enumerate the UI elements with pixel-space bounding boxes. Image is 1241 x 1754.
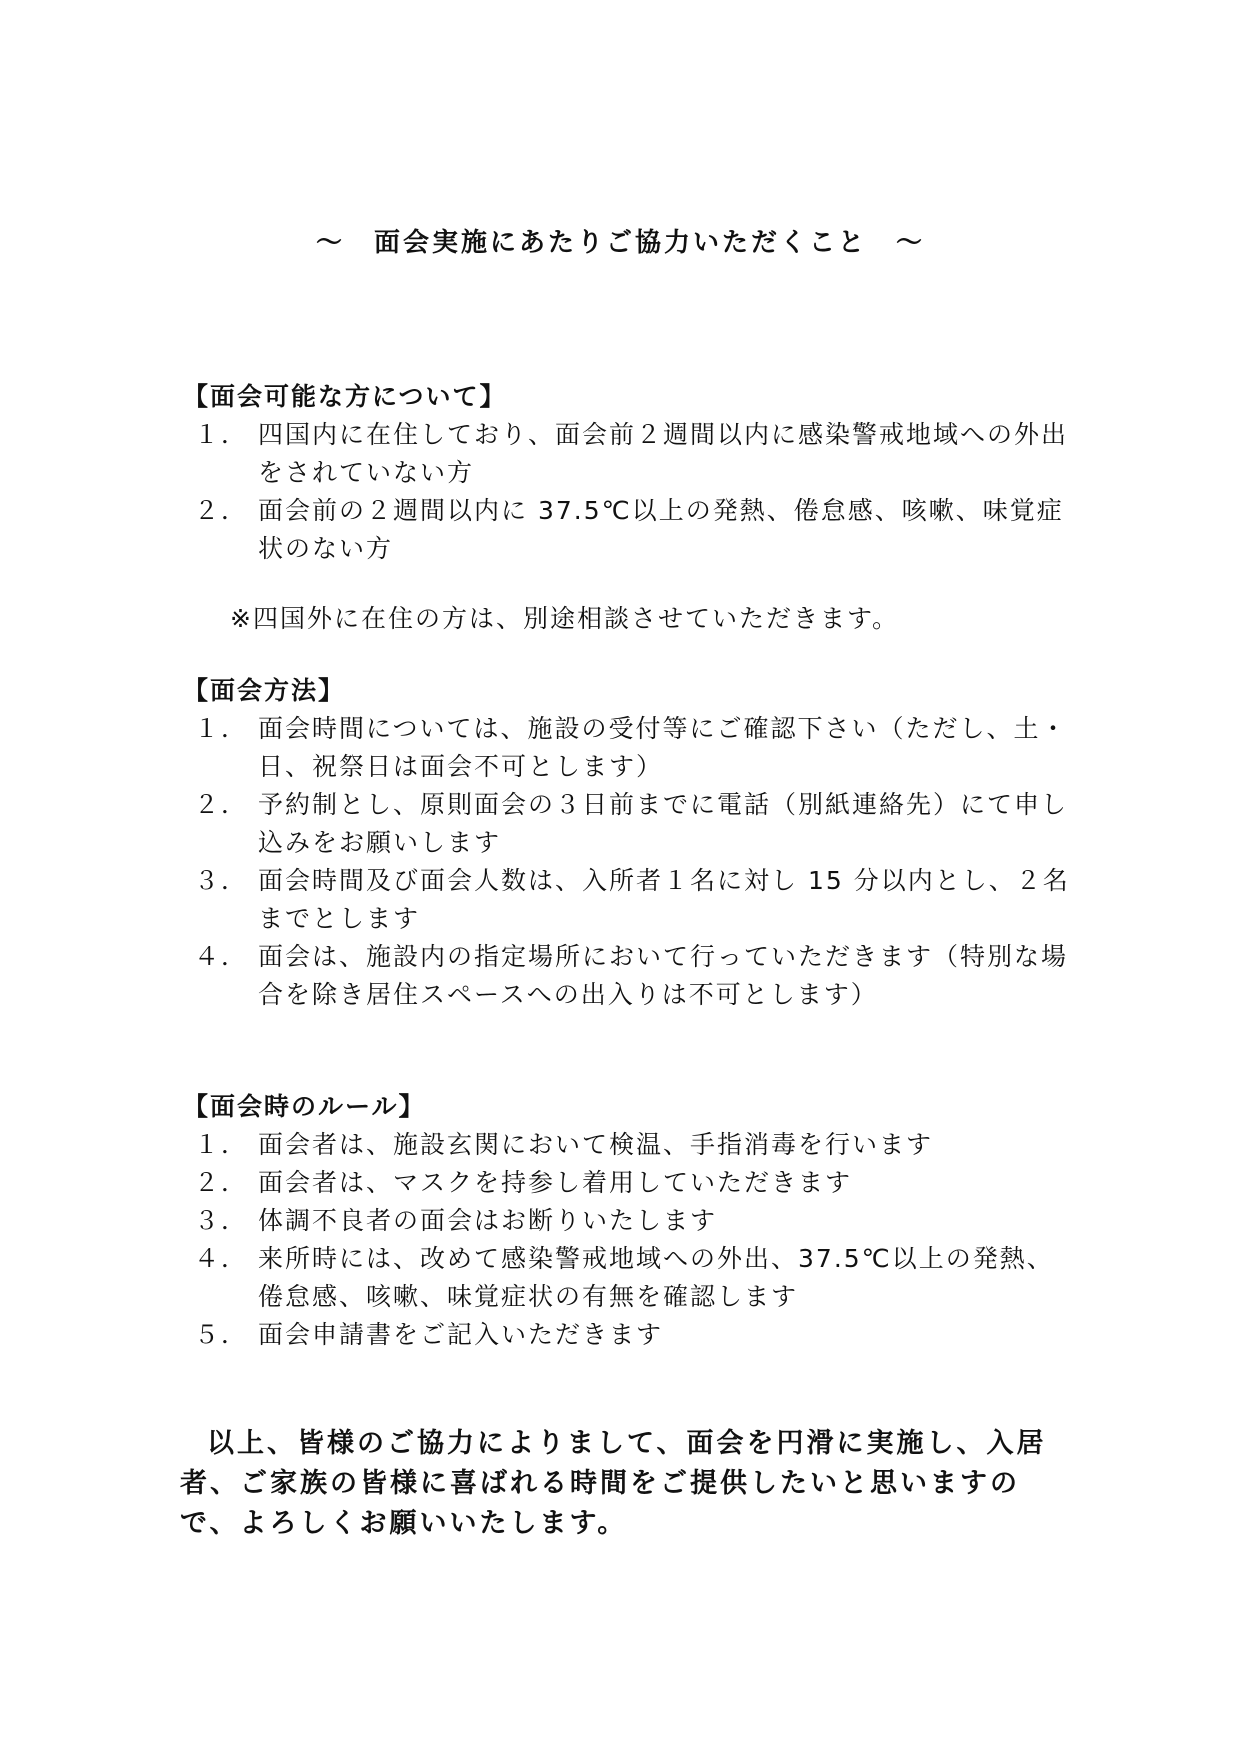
section-heading-method: 【面会方法】 [183, 676, 346, 705]
item-number: ２． [193, 496, 248, 525]
note-outside-shikoku: ※四国外に在住の方は、別途相談させていただきます。 [230, 604, 899, 633]
item-text: 面会前の２週間以内に 37.5℃以上の発熱、倦怠感、咳嗽、味覚症状のない方 [258, 496, 1064, 563]
item-number: ４． [193, 1244, 248, 1273]
section-visit-rules [183, 1088, 1073, 1354]
item-number: ４． [193, 942, 248, 971]
section-eligible-visitors [183, 378, 1073, 568]
item-number: ２． [193, 1168, 248, 1197]
section-heading-rules: 【面会時のルール】 [183, 1092, 426, 1121]
document-title: ～ 面会実施にあたりご協力いただくこと ～ [315, 228, 925, 258]
list-item [183, 710, 1073, 786]
item-number: ３． [193, 866, 248, 895]
closing-message: 以上、皆様のご協力によりまして、面会を円滑に実施し、入居者、ご家族の皆様に喜ばれる時間をご提供したいと思いますので、よろしくお願いいたします。 [180, 1428, 1047, 1539]
item-number: ５． [193, 1320, 248, 1349]
list-item [183, 1202, 1073, 1240]
item-number: １． [193, 714, 248, 743]
list-item [183, 862, 1073, 938]
item-text: 来所時には、改めて感染警戒地域への外出、37.5℃以上の発熱、倦怠感、咳嗽、味覚症状の有無を確認します [258, 1244, 1054, 1311]
item-number: ２． [193, 790, 248, 819]
item-number: ３． [193, 1206, 248, 1235]
item-text: 面会者は、マスクを持参し着用していただきます [258, 1168, 853, 1197]
list-item [183, 416, 1073, 492]
item-text: 予約制とし、原則面会の３日前までに電話（別紙連絡先）にて申し込みをお願いします [258, 790, 1069, 857]
item-text: 四国内に在住しており、面会前２週間以内に感染警戒地域への外出をされていない方 [258, 420, 1069, 487]
item-text: 面会は、施設内の指定場所において行っていただきます（特別な場合を除き居住スペースへの出入りは不可とします） [258, 942, 1069, 1009]
item-text: 体調不良者の面会はお断りいたします [258, 1206, 718, 1235]
list-item [183, 938, 1073, 1014]
item-text: 面会時間については、施設の受付等にご確認下さい（ただし、土・日、祝祭日は面会不可とします） [258, 714, 1068, 781]
list-item [183, 1126, 1073, 1164]
item-text: 面会者は、施設玄関において検温、手指消毒を行います [258, 1130, 934, 1159]
list-item [183, 1164, 1073, 1202]
item-number: １． [193, 420, 248, 449]
list-item [183, 786, 1073, 862]
item-text: 面会申請書をご記入いただきます [258, 1320, 664, 1349]
item-text: 面会時間及び面会人数は、入所者１名に対し 15 分以内とし、２名までとします [258, 866, 1070, 933]
list-item [183, 492, 1073, 568]
item-number: １． [193, 1130, 248, 1159]
section-visit-method [183, 672, 1073, 1014]
section-heading-eligible: 【面会可能な方について】 [183, 382, 507, 411]
list-item [183, 1240, 1073, 1316]
list-item [183, 1316, 1073, 1354]
